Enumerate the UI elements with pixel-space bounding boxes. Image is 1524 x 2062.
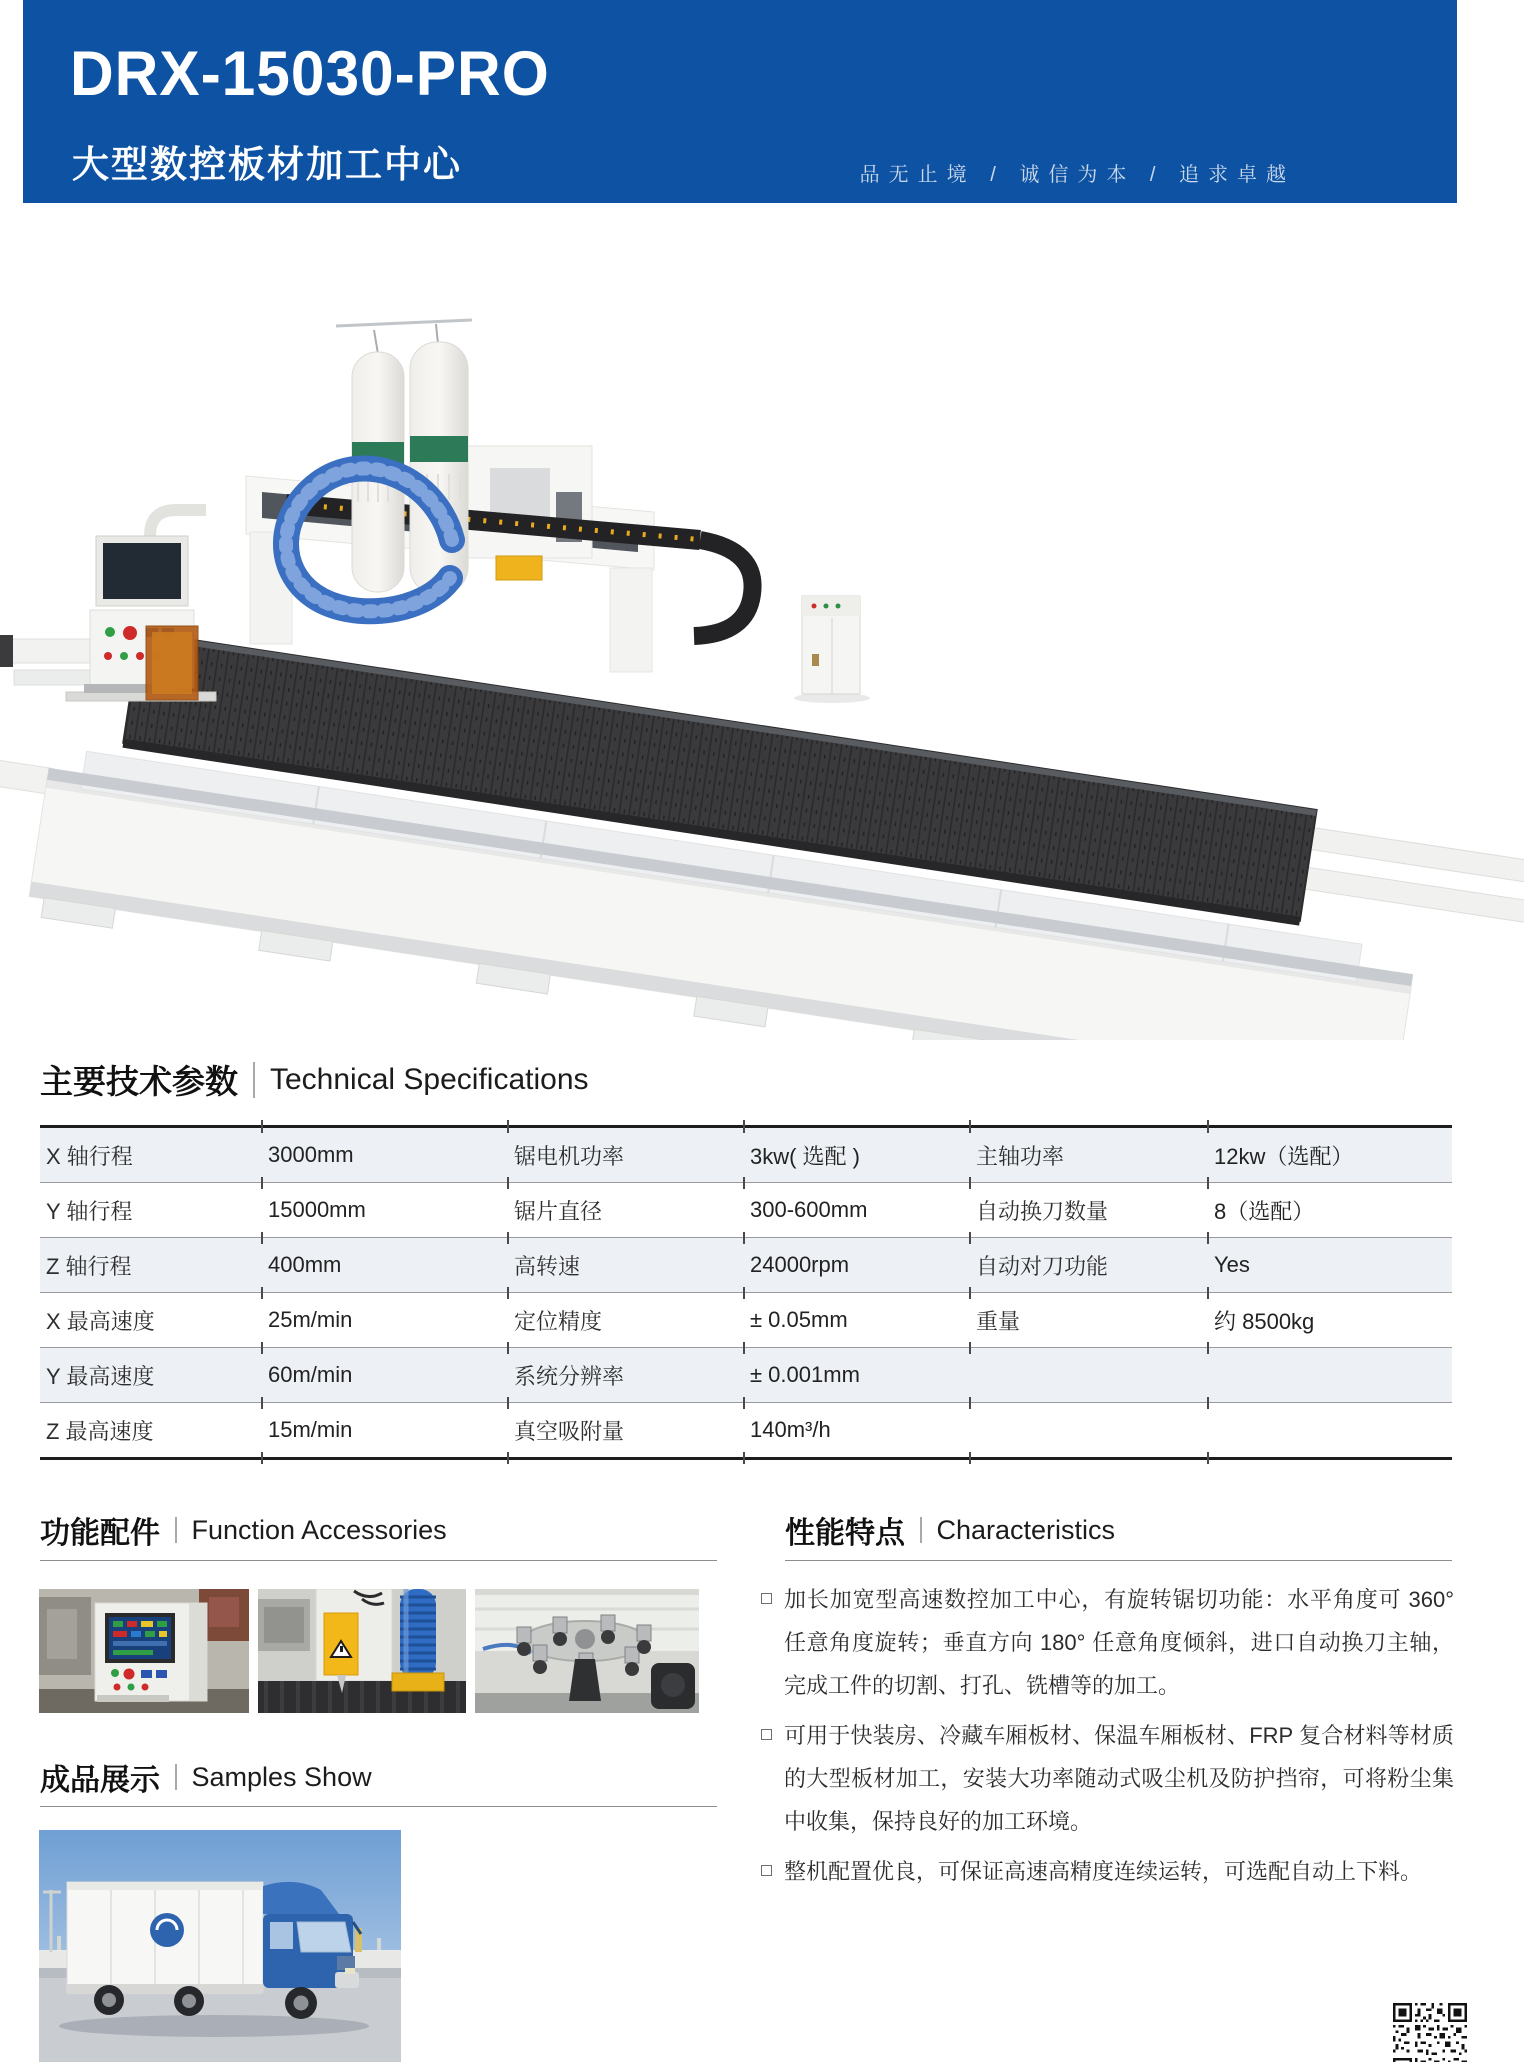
accessories-photos bbox=[39, 1589, 699, 1713]
machine-bed bbox=[0, 595, 1524, 1040]
spec-row bbox=[40, 1403, 1452, 1457]
header-band bbox=[23, 0, 1457, 203]
spec-label: 定位精度 bbox=[508, 1293, 744, 1347]
spec-label: Z 轴行程 bbox=[46, 1253, 132, 1279]
title-divider bbox=[253, 1062, 255, 1098]
spec-value: 15m/min bbox=[262, 1403, 508, 1457]
spec-value: 25m/min bbox=[262, 1293, 508, 1347]
spec-label bbox=[970, 1348, 1208, 1402]
title-divider bbox=[175, 1764, 177, 1790]
spec-value: 300-600mm bbox=[744, 1183, 970, 1237]
spec-row bbox=[40, 1348, 1452, 1403]
characteristic-item: 整机配置优良，可保证高速高精度连续运转，可选配自动上下料。 bbox=[760, 1850, 1454, 1893]
spec-value bbox=[1208, 1403, 1452, 1457]
machine-photo bbox=[0, 240, 1524, 1040]
bullet-square-icon bbox=[761, 1729, 772, 1740]
characteristic-item: 加长加宽型高速数控加工中心，有旋转锯切功能：水平角度可 360° 任意角度旋转；垂直方向 180° 任意角度倾斜，进口自动换刀主轴，完成工件的切割、打孔、铣槽等的加工。 bbox=[760, 1578, 1454, 1707]
spec-value: 140m³/h bbox=[744, 1403, 970, 1457]
spec-label: X 最高速度 bbox=[46, 1308, 155, 1334]
spec-label: 自动对刀功能 bbox=[970, 1238, 1208, 1292]
bullet-square-icon bbox=[761, 1865, 772, 1876]
accessories-section-title bbox=[40, 1508, 447, 1552]
samples-title-zh: 成品展示 bbox=[40, 1764, 160, 1797]
sample-photo-box-truck bbox=[39, 1830, 401, 2062]
brand-slogan: 品无止境 / 诚信为本 / 追求卓越 bbox=[859, 164, 1295, 186]
specs-title-en: Technical Specifications bbox=[270, 1062, 589, 1096]
specs-title-zh: 主要技术参数 bbox=[40, 1063, 238, 1100]
accessory-photo-spindle-hose bbox=[258, 1589, 466, 1713]
spec-label: 高转速 bbox=[508, 1238, 744, 1292]
title-divider bbox=[175, 1517, 177, 1543]
spec-value: Yes bbox=[1208, 1238, 1452, 1292]
spec-value: ± 0.05mm bbox=[744, 1293, 970, 1347]
spec-label bbox=[970, 1403, 1208, 1457]
accessories-title-zh: 功能配件 bbox=[40, 1517, 160, 1550]
spec-label: 主轴功率 bbox=[970, 1128, 1208, 1182]
electrical-cabinet bbox=[794, 596, 870, 703]
spec-value: 约 8500kg bbox=[1208, 1293, 1452, 1347]
spec-row bbox=[40, 1293, 1452, 1348]
spec-label: X 轴行程 bbox=[46, 1143, 133, 1169]
spec-row bbox=[40, 1128, 1452, 1183]
qr-code bbox=[1390, 2000, 1470, 2062]
product-model-title: DRX-15030-PRO bbox=[70, 39, 550, 109]
spec-label: Z 最高速度 bbox=[46, 1418, 154, 1444]
characteristics-section-title bbox=[785, 1508, 1115, 1552]
spec-value: 24000rpm bbox=[744, 1238, 970, 1292]
spec-label: 系统分辨率 bbox=[508, 1348, 744, 1402]
spec-value: 8（选配） bbox=[1208, 1183, 1452, 1237]
specs-section-title bbox=[40, 1056, 589, 1103]
safety-shield bbox=[146, 626, 198, 700]
spec-value bbox=[1208, 1348, 1452, 1402]
spec-value: 12kw（选配） bbox=[1208, 1128, 1452, 1182]
characteristics-rule bbox=[785, 1560, 1452, 1561]
characteristic-item: 可用于快装房、冷藏车厢板材、保温车厢板材、FRP 复合材料等材质的大型板材加工，安装大功率随动式吸尘机及防护挡帘，可将粉尘集中收集，保持良好的加工环境。 bbox=[760, 1714, 1454, 1843]
spec-row bbox=[40, 1183, 1452, 1238]
spec-label: 真空吸附量 bbox=[508, 1403, 744, 1457]
spec-label: 重量 bbox=[970, 1293, 1208, 1347]
spec-value: 400mm bbox=[262, 1238, 508, 1292]
spec-label: Y 轴行程 bbox=[46, 1198, 133, 1224]
accessories-rule bbox=[40, 1560, 717, 1561]
title-divider bbox=[920, 1517, 922, 1543]
spec-table bbox=[40, 1125, 1452, 1460]
spec-value: 15000mm bbox=[262, 1183, 508, 1237]
samples-title-en: Samples Show bbox=[191, 1761, 372, 1792]
spec-label: 锯电机功率 bbox=[508, 1128, 744, 1182]
characteristics-list bbox=[760, 1578, 1454, 1900]
accessory-photo-tool-changer bbox=[475, 1589, 699, 1713]
accessory-photo-control-panel bbox=[39, 1589, 249, 1713]
samples-section-title bbox=[40, 1755, 372, 1799]
spec-value: 60m/min bbox=[262, 1348, 508, 1402]
samples-rule bbox=[40, 1806, 717, 1807]
spec-label: 自动换刀数量 bbox=[970, 1183, 1208, 1237]
spec-label: 锯片直径 bbox=[508, 1183, 744, 1237]
spec-value: ± 0.001mm bbox=[744, 1348, 970, 1402]
spec-label: Y 最高速度 bbox=[46, 1363, 155, 1389]
spec-value: 3kw( 选配 ) bbox=[744, 1128, 970, 1182]
characteristics-title-zh: 性能特点 bbox=[785, 1517, 905, 1550]
spec-row bbox=[40, 1238, 1452, 1293]
product-subtitle: 大型数控板材加工中心 bbox=[72, 144, 462, 185]
bullet-square-icon bbox=[761, 1593, 772, 1604]
accessories-title-en: Function Accessories bbox=[191, 1514, 447, 1545]
characteristics-title-en: Characteristics bbox=[936, 1514, 1116, 1545]
spec-value: 3000mm bbox=[262, 1128, 508, 1182]
